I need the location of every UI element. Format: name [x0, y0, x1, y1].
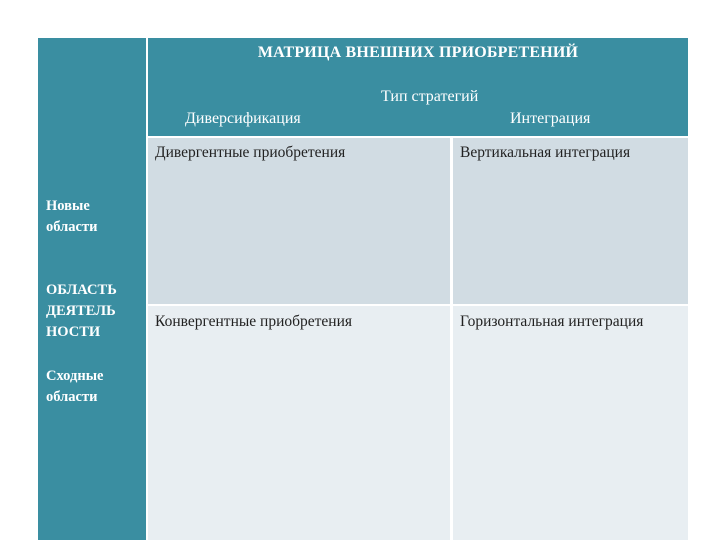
row-label-line: области: [46, 389, 98, 405]
row-label-line: Новые: [46, 198, 90, 214]
table-header: [148, 38, 688, 136]
row-label-line: НОСТИ: [46, 324, 101, 340]
column-header-diversification: Диверсификация: [185, 110, 301, 127]
column-header-integration: Интеграция: [510, 110, 591, 127]
cell-divergent-acquisitions: Дивергентные приобретения: [148, 138, 450, 304]
row-label-activity-area: [46, 280, 146, 343]
row-label-line: области: [46, 219, 98, 235]
cell-convergent-acquisitions: Конвергентные приобретения: [148, 306, 450, 540]
cell-horizontal-integration: Горизонтальная интеграция: [453, 306, 688, 540]
cell-vertical-integration: Вертикальная интеграция: [453, 138, 688, 304]
row-label-line: ОБЛАСТЬ: [46, 282, 117, 298]
row-label-line: Сходные: [46, 368, 104, 384]
strategy-type-label: Тип стратегий: [381, 88, 479, 105]
acquisition-matrix-table: [38, 38, 688, 540]
row-label-new-areas: [46, 196, 146, 238]
matrix-title: МАТРИЦА ВНЕШНИХ ПРИОБРЕТЕНИЙ: [257, 44, 579, 61]
row-label-similar-areas: [46, 366, 146, 408]
row-label-line: ДЕЯТЕЛЬ: [46, 303, 116, 319]
